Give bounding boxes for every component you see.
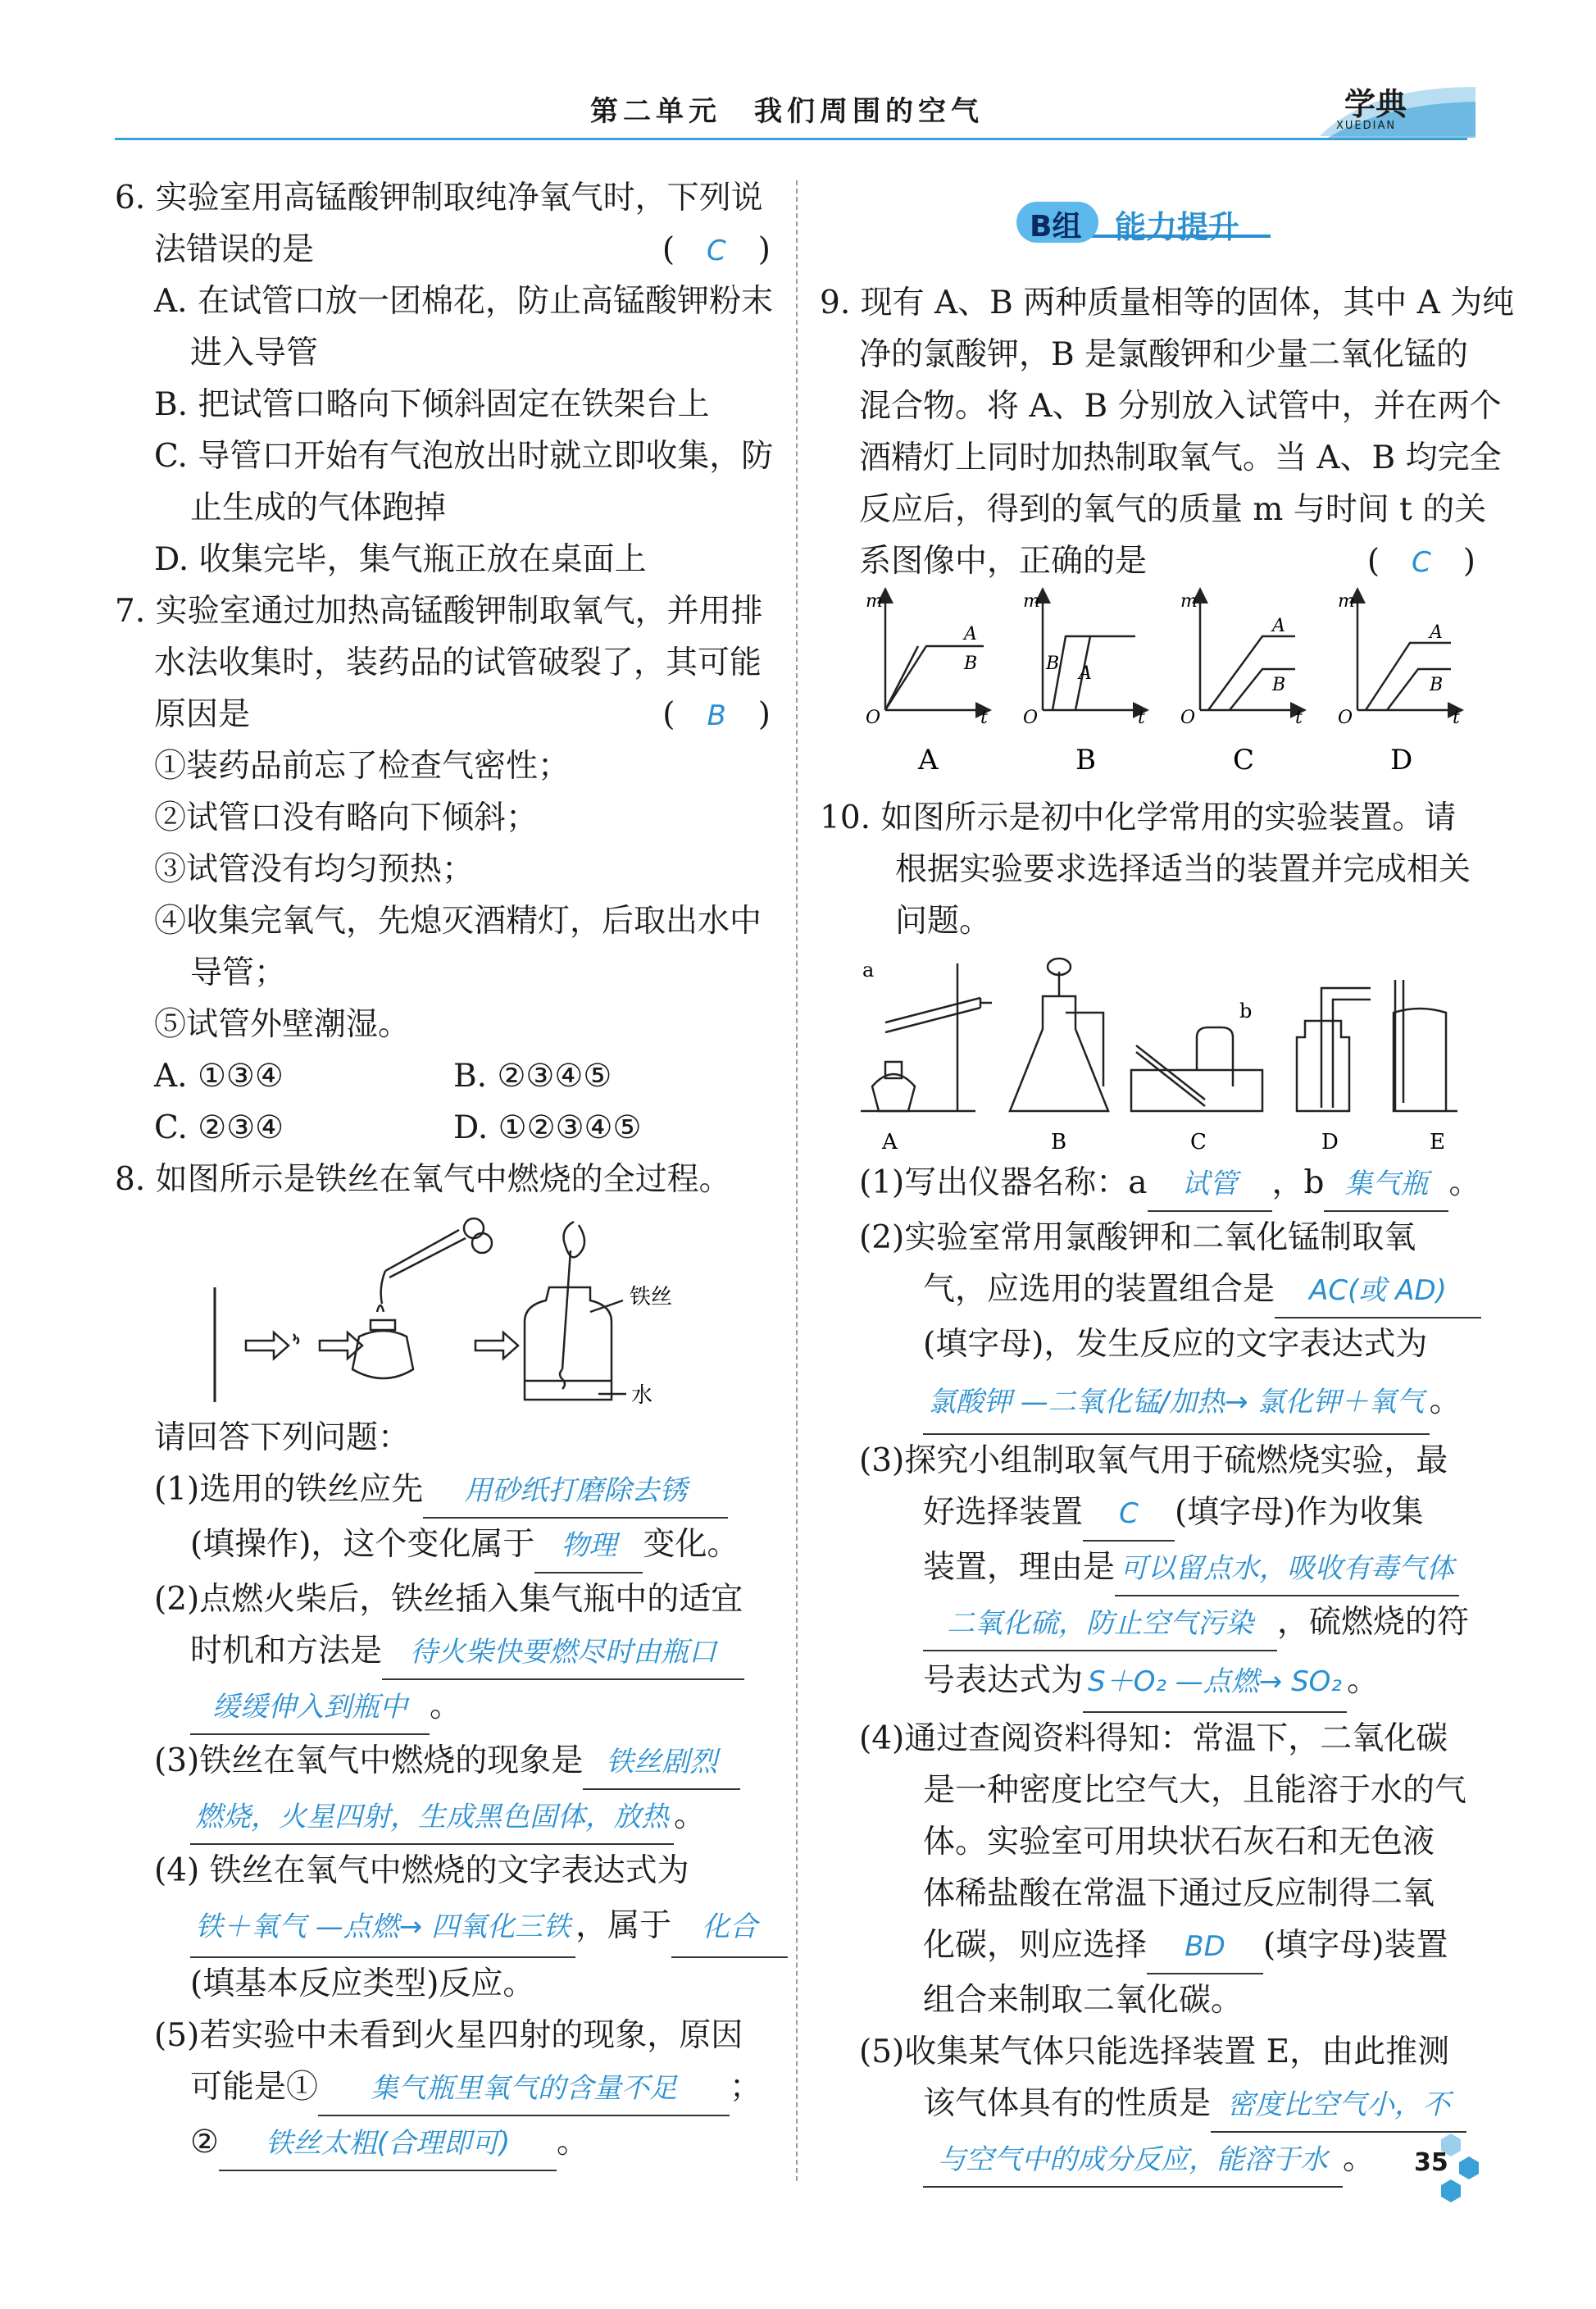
- svg-text:B: B: [964, 654, 978, 674]
- q9-line-4: 酒精灯上同时加热制取氧气。当 A、B 均完全: [859, 439, 1502, 476]
- left-column: [115, 172, 774, 2171]
- q10-part3-equation: S＋O₂ —点燃→ SO₂: [1088, 1665, 1343, 1698]
- q10-part3-line3: 装置，理由是 可以留点水，吸收有毒气体: [820, 1542, 1476, 1596]
- q6-option-c-1: C. 导管口开始有气泡放出时就立即收集，防: [154, 438, 774, 475]
- q8-part2-answer-2: 缓缓伸入到瓶中: [212, 1691, 407, 1724]
- q10-part4-answer: BD: [1184, 1930, 1225, 1963]
- label-a: a: [862, 959, 875, 981]
- q7-option-d: D. ①②③④⑤: [453, 1109, 642, 1146]
- badge-group: B组: [1030, 210, 1082, 244]
- q10-part1: (1)写出仪器名称：a 试管 ，b 集气瓶 。: [820, 1157, 1476, 1212]
- svg-text:B: B: [1046, 654, 1060, 674]
- q8-part5-answer-1: 集气瓶里氧气的含量不足: [371, 2072, 678, 2105]
- q10-part3-line1: (3)探究小组制取氧气用于硫燃烧实验，最: [859, 1442, 1448, 1479]
- q10-part3-line4: 二氧化硫，防止空气污染 ，硫燃烧的符: [820, 1596, 1476, 1651]
- q8-part1-line1: (1)选用的铁丝应先 用砂纸打磨除去锈: [115, 1464, 771, 1519]
- label-b: b: [1239, 1000, 1253, 1022]
- svg-text:A: A: [1272, 616, 1285, 636]
- svg-text:A: A: [964, 624, 977, 644]
- brand-logo-subtext: XUEDIAN: [1336, 120, 1397, 132]
- q8-part4-line1: (4) 铁丝在氧气中燃烧的文字表达式为: [154, 1852, 689, 1889]
- q7-answer: B: [707, 699, 726, 732]
- q10-part3-answer: C: [1119, 1497, 1139, 1530]
- q10-part5-line3: 与空气中的成分反应，能溶于水 。: [820, 2133, 1476, 2188]
- q10-part3-answer-3: 二氧化硫，防止空气污染: [947, 1607, 1253, 1640]
- graph-label-b: B: [1075, 744, 1096, 776]
- q10-part1-answer-2: 集气瓶: [1344, 1168, 1429, 1200]
- q10-part2-equation: 氯酸钾 —二氧化锰/加热→ 氯化钾＋氧气: [928, 1386, 1425, 1419]
- q8-prompt: 请回答下列问题：: [154, 1419, 411, 1456]
- q8-part2-line2: 时机和方法是 待火柴快要燃尽时由瓶口: [115, 1625, 771, 1680]
- q8-part3-line1: (3)铁丝在氧气中燃烧的现象是 铁丝剧烈: [115, 1735, 771, 1790]
- svg-text:t: t: [980, 708, 988, 728]
- q10-part5-line1: (5)收集某气体只能选择装置 E，由此推测: [859, 2033, 1450, 2070]
- badge-title: 能力提升: [1115, 209, 1240, 245]
- q7-item-1: ①装药品前忘了检查气密性；: [154, 748, 571, 785]
- q8-part5-answer-2: 铁丝太粗(合理即可): [265, 2127, 511, 2160]
- q8-part4-answer: 化合: [702, 1911, 758, 1943]
- q9-graph-set: [820, 587, 1476, 784]
- q10-part2-line2: 气，应选用的装置组合是 AC(或 AD): [820, 1264, 1476, 1318]
- svg-text:B: B: [1430, 675, 1444, 695]
- q9-line-3: 混合物。将 A、B 分别放入试管中，并在两个: [859, 388, 1502, 425]
- q8-figure: [115, 1205, 771, 1412]
- q9-answer: C: [1412, 546, 1431, 579]
- svg-text:t: t: [1138, 708, 1145, 728]
- q10-apparatus: [820, 947, 1476, 1157]
- q8-part4-line3: (填基本反应类型)反应。: [190, 1965, 535, 2002]
- label-iron-wire: 铁丝: [630, 1285, 673, 1309]
- svg-text:A: A: [1430, 622, 1443, 643]
- q10-part5-answer-2: 与空气中的成分反应，能溶于水: [938, 2143, 1328, 2176]
- q8-stem: 8. 如图所示是铁丝在氧气中燃烧的全过程。: [115, 1161, 731, 1198]
- header-rule: [115, 138, 1467, 140]
- q10-part3-answer-2: 可以留点水，吸收有毒气体: [1120, 1552, 1455, 1585]
- column-divider: [796, 180, 798, 2181]
- q7-options-cd: [115, 1102, 771, 1154]
- q8-part2-answer-1: 待火柴快要燃尽时由瓶口: [410, 1636, 717, 1669]
- q7-option-b: B. ②③④⑤: [453, 1058, 612, 1095]
- q8-part3-line2: 燃烧，火星四射，生成黑色固体，放热 。: [115, 1790, 771, 1845]
- q7-item-4b: 导管；: [190, 954, 287, 991]
- q10-part2-answer: AC(或 AD): [1309, 1274, 1447, 1307]
- brand-logo-text: 学典: [1344, 85, 1407, 122]
- q8-part4-line2: 铁＋氧气 —点燃→ 四氧化三铁 ，属于 化合: [115, 1897, 771, 1958]
- page-header-title: 第二单元 我们周围的空气: [590, 95, 984, 128]
- q10-line-1: 10. 如图所示是初中化学常用的实验装置。请: [820, 799, 1457, 836]
- label-water: 水: [631, 1383, 653, 1408]
- q10-part2-line3: (填字母)，发生反应的文字表达式为: [923, 1326, 1428, 1363]
- svg-text:A: A: [1079, 663, 1092, 684]
- q8-part3-answer-2: 燃烧，火星四射，生成黑色固体，放热: [195, 1801, 669, 1833]
- q7-option-a: A. ①③④: [154, 1058, 284, 1095]
- q9-graphs: [820, 587, 1476, 784]
- q10-part4-line2: 是一种密度比空气大，且能溶于水的气: [923, 1772, 1467, 1809]
- q7-option-c: C. ②③④: [154, 1109, 284, 1146]
- q10-part2-line1: (2)实验室常用氯酸钾和二氧化锰制取氧: [859, 1219, 1416, 1256]
- q8-part1-answer2: 物理: [561, 1529, 617, 1562]
- svg-text:m: m: [866, 591, 883, 612]
- q8-part5-line2: 可能是① 集气瓶里氧气的含量不足 ；: [115, 2061, 771, 2116]
- lab-apparatus-diagram: [820, 947, 1476, 1157]
- svg-text:O: O: [1180, 708, 1196, 728]
- q7-item-4a: ④收集完氧气，先熄灭酒精灯，后取出水中: [154, 903, 762, 940]
- svg-text:m: m: [1338, 591, 1355, 612]
- svg-text:t: t: [1453, 708, 1460, 728]
- q6-stem-1: 6. 实验室用高锰酸钾制取纯净氧气时，下列说: [115, 180, 763, 216]
- q10-part1-answer-1: 试管: [1181, 1168, 1238, 1200]
- svg-text:O: O: [1023, 708, 1039, 728]
- q9-line-5: 反应后，得到的氧气的质量 m 与时间 t 的关: [859, 491, 1487, 528]
- apparatus-label-d: D: [1321, 1130, 1339, 1154]
- q10-part4-line4: 体稀盐酸在常温下通过反应制得二氧: [923, 1875, 1435, 1912]
- q10-line-2: 根据实验要求选择适当的装置并完成相关: [895, 851, 1471, 888]
- q6-answer: C: [707, 235, 726, 267]
- apparatus-label-b: B: [1051, 1130, 1067, 1154]
- q8-part2-line3: 缓缓伸入到瓶中 。: [115, 1680, 771, 1735]
- q7-stem-2: 水法收集时，装药品的试管破裂了，其可能: [154, 644, 762, 681]
- graph-label-d: D: [1390, 744, 1413, 776]
- q9-line-1: 9. 现有 A、B 两种质量相等的固体，其中 A 为纯: [820, 285, 1515, 321]
- q10-part4-line3: 体。实验室可用块状石灰石和无色液: [923, 1824, 1435, 1860]
- q10-line-3: 问题。: [895, 903, 992, 940]
- q7-options-ab: [115, 1050, 771, 1102]
- q10-part4-line1: (4)通过查阅资料得知：常温下，二氧化碳: [859, 1720, 1448, 1757]
- q6-option-b: B. 把试管口略向下倾斜固定在铁架台上: [154, 386, 710, 423]
- q9-line-6: 系图像中，正确的是 ( C ): [859, 543, 1476, 580]
- q10-part5-line2: 该气体具有的性质是 密度比空气小，不: [820, 2078, 1476, 2133]
- q6-option-d: D. 收集完毕，集气瓶正放在桌面上: [154, 541, 647, 578]
- apparatus-label-a: A: [882, 1130, 898, 1154]
- graph-label-a: A: [918, 744, 939, 776]
- q6-stem-2: 法错误的是 ( C ): [154, 231, 771, 268]
- q8-part1-line2: (填操作)，这个变化属于 物理 变化。: [115, 1519, 771, 1573]
- svg-text:m: m: [1180, 591, 1198, 612]
- apparatus-label-e: E: [1430, 1130, 1445, 1154]
- q7-item-3: ③试管没有均匀预热；: [154, 851, 475, 888]
- q8-part1-answer: 用砂纸打磨除去锈: [464, 1474, 688, 1507]
- graph-label-c: C: [1233, 744, 1255, 776]
- q10-part2-line4: 氯酸钾 —二氧化锰/加热→ 氯化钾＋氧气 。: [820, 1370, 1476, 1435]
- svg-text:m: m: [1023, 591, 1040, 612]
- page-number: 35: [1414, 2148, 1448, 2177]
- q10-part4-line5: 化碳，则应选择 BD (填字母)装置: [820, 1920, 1476, 1974]
- apparatus-label-c: C: [1190, 1130, 1207, 1154]
- q6-option-a-1: A. 在试管口放一团棉花，防止高锰酸钾粉末: [154, 283, 773, 320]
- q7-stem-3: 原因是 ( B ): [154, 696, 771, 733]
- section-badge: [1016, 197, 1279, 253]
- svg-text:O: O: [1338, 708, 1353, 728]
- q8-part5-line3: ② 铁丝太粗(合理即可) 。: [115, 2116, 771, 2171]
- q6-option-c-2: 止生成的气体跑掉: [190, 490, 447, 526]
- q8-part2-line1: (2)点燃火柴后，铁丝插入集气瓶中的适宜: [154, 1581, 743, 1618]
- q6-option-a-2: 进入导管: [190, 335, 319, 371]
- svg-text:O: O: [866, 708, 881, 728]
- iron-burning-diagram: [115, 1205, 771, 1412]
- q10-part3-line2: 好选择装置 C (填字母)作为收集: [820, 1487, 1476, 1542]
- q9-line-2: 净的氯酸钾，B 是氯酸钾和少量二氧化锰的: [859, 336, 1469, 373]
- q8-part3-answer-1: 铁丝剧烈: [606, 1746, 718, 1778]
- q7-item-5: ⑤试管外壁潮湿。: [154, 1006, 411, 1043]
- svg-text:t: t: [1295, 708, 1303, 728]
- q8-part5-line1: (5)若实验中未看到火星四射的现象，原因: [154, 2017, 743, 2054]
- q10-part3-line5: 号表达式为 S＋O₂ —点燃→ SO₂ 。: [820, 1651, 1476, 1713]
- q7-item-2: ②试管口没有略向下倾斜；: [154, 799, 539, 836]
- q10-part4-line6: 组合来制取二氧化碳。: [923, 1982, 1244, 2019]
- q10-part5-answer-1: 密度比空气小，不: [1227, 2088, 1451, 2121]
- q7-stem-1: 7. 实验室通过加热高锰酸钾制取氧气，并用排: [115, 593, 763, 630]
- right-column: [820, 277, 1515, 2188]
- q8-part4-equation: 铁＋氧气 —点燃→ 四氧化三铁: [195, 1911, 571, 1943]
- svg-text:B: B: [1272, 675, 1286, 695]
